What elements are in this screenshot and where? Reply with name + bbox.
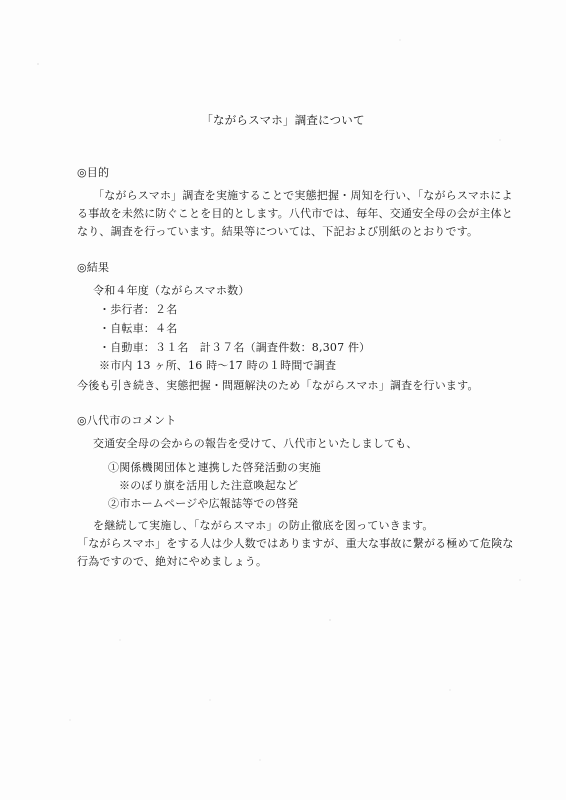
document-title: 「ながらスマホ」調査について — [201, 113, 365, 127]
comment-item-1: ①関係機関団体と連携した啓発活動の実施 — [108, 461, 321, 474]
results-continuation: 今後も引き続き、実態把握・問題解決のため「ながらスマホ」調査を行います。 — [77, 379, 479, 392]
purpose-heading: ◎目的 — [77, 166, 110, 179]
results-item-bicycle: ・自転車：４名 — [99, 322, 178, 335]
comment-intro: 交通安全母の会からの報告を受けて、八代市といたしましても、 — [93, 437, 418, 450]
results-heading: ◎結果 — [77, 261, 110, 274]
results-year-label: 令和４年度（ながらスマホ数） — [93, 284, 250, 297]
results-note: ※市内 13 ヶ所、16 時～17 時の１時間で調査 — [99, 359, 337, 372]
results-item-pedestrian: ・歩行者：２名 — [99, 303, 178, 316]
comment-item-2: ②市ホームページや広報誌等での啓発 — [108, 497, 299, 510]
comment-closing-3: 行為ですので、絶対にやめましょう。 — [77, 555, 268, 568]
comment-item-1-note: ※のぼり旗を活用した注意喚起など — [119, 479, 299, 492]
results-item-car: ・自動車：３１名 計３７名（調査件数：8,307 件） — [99, 341, 371, 354]
comment-closing-2: 「ながらスマホ」をする人は少人数ではありますが、重大な事故に繋がる極めて危険な — [77, 537, 514, 550]
purpose-line-2: る事故を未然に防ぐことを目的とします。八代市では、毎年、交通安全母の会が主体と — [77, 207, 513, 220]
comment-closing-1: を継続して実施し、「ながらスマホ」の防止徹底を図っていきます。 — [93, 519, 434, 532]
purpose-line-1: 「ながらスマホ」調査を実施することで実態把握・周知を行い、「ながらスマホによ — [93, 189, 513, 202]
comment-heading: ◎八代市のコメント — [77, 414, 177, 427]
purpose-line-3: なり、調査を行っています。結果等については、下記および別紙のとおりです。 — [77, 225, 479, 238]
